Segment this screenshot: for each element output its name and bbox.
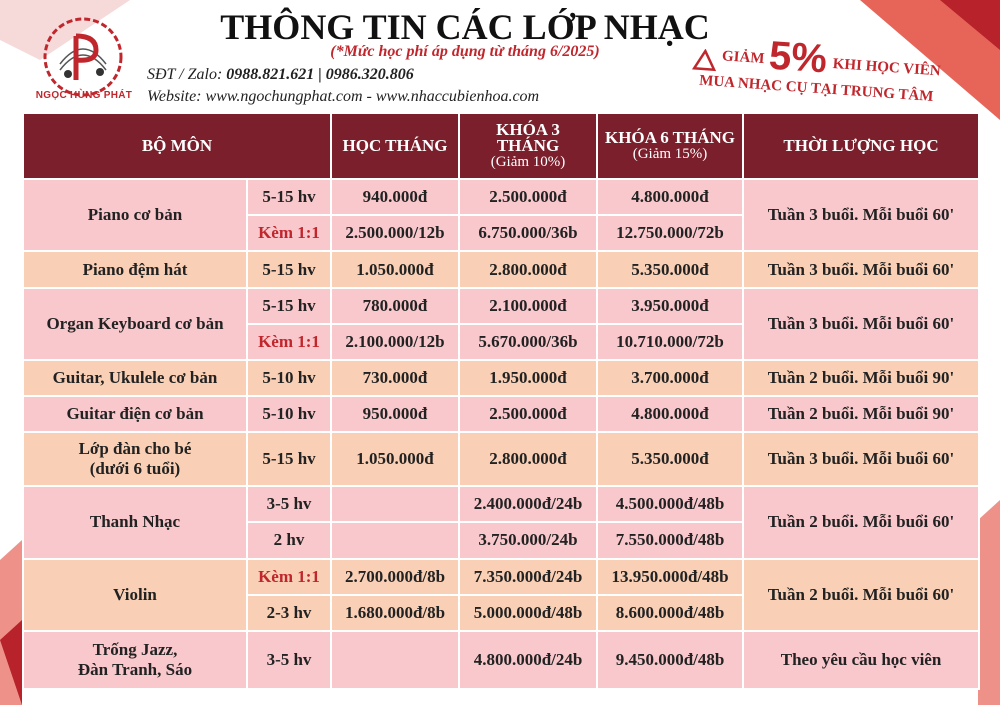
duration-cell: Tuần 2 buổi. Mỗi buổi 60': [743, 559, 979, 631]
monthly-cell: 2.100.000/12b: [331, 324, 459, 360]
k6-cell: 4.800.000đ: [597, 179, 743, 215]
k6-cell: 10.710.000/72b: [597, 324, 743, 360]
monthly-cell: 940.000đ: [331, 179, 459, 215]
k3-cell: 1.950.000đ: [459, 360, 597, 396]
group-cell: 3-5 hv: [247, 486, 331, 522]
k3-cell: 2.500.000đ: [459, 396, 597, 432]
table-row: [23, 396, 979, 432]
table-row: [23, 179, 979, 215]
header-3-month: [459, 113, 597, 179]
promo-line-2: MUA NHẠC CỤ TẠI TRUNG TÂM: [698, 72, 934, 106]
k3-cell: 2.500.000đ: [459, 179, 597, 215]
logo-icon: [40, 14, 126, 100]
k3-cell: 3.750.000/24b: [459, 522, 597, 558]
duration-cell: Tuần 3 buổi. Mỗi buổi 60': [743, 288, 979, 360]
k3-cell: 5.000.000đ/48b: [459, 595, 597, 631]
k3-cell: 2.800.000đ: [459, 432, 597, 486]
subject-line-2: Đàn Tranh, Sáo: [77, 659, 193, 679]
phone-numbers: 0988.821.621 | 0986.320.806: [226, 66, 414, 83]
monthly-cell: 2.500.000/12b: [331, 215, 459, 251]
page-title: THÔNG TIN CÁC LỚP NHẠC: [220, 7, 710, 47]
group-cell: 3-5 hv: [247, 631, 331, 689]
promo-percent: 5%: [767, 33, 829, 82]
subject-cell: Piano cơ bản: [23, 179, 247, 251]
duration-cell: Tuần 3 buổi. Mỗi buổi 60': [743, 432, 979, 486]
promo-banner: [686, 32, 980, 118]
header-monthly: HỌC THÁNG: [331, 113, 459, 179]
group-cell: Kèm 1:1: [247, 559, 331, 595]
subject-cell: [23, 432, 247, 486]
k6-cell: 3.700.000đ: [597, 360, 743, 396]
group-cell: 2 hv: [247, 522, 331, 558]
warning-triangle-icon: [692, 48, 717, 72]
k6-cell: 13.950.000đ/48b: [597, 559, 743, 595]
monthly-cell: [331, 486, 459, 522]
monthly-cell: 780.000đ: [331, 288, 459, 324]
k6-cell: 3.950.000đ: [597, 288, 743, 324]
duration-cell: Theo yêu cầu học viên: [743, 631, 979, 689]
monthly-cell: 1.050.000đ: [331, 432, 459, 486]
k6-cell: 4.500.000đ/48b: [597, 486, 743, 522]
k3-cell: 5.670.000/36b: [459, 324, 597, 360]
group-cell: 2-3 hv: [247, 595, 331, 631]
duration-cell: Tuần 3 buổi. Mỗi buổi 60': [743, 251, 979, 287]
header-6-month: [597, 113, 743, 179]
subject-line-1: Lớp đàn cho bé: [78, 439, 192, 459]
monthly-cell: [331, 631, 459, 689]
subject-cell: [23, 631, 247, 689]
header-6-month-line1: KHÓA 6 THÁNG: [604, 128, 736, 148]
logo-text: NGỌC HÙNG PHÁT: [35, 90, 133, 101]
header-3-month-line1: KHÓA 3: [496, 120, 560, 140]
duration-cell: Tuần 2 buổi. Mỗi buổi 90': [743, 396, 979, 432]
subject-cell: Piano đệm hát: [23, 251, 247, 287]
k3-cell: 4.800.000đ/24b: [459, 631, 597, 689]
monthly-cell: 1.680.000đ/8b: [331, 595, 459, 631]
table-header-row: [23, 113, 979, 179]
phone-label: SĐT / Zalo:: [147, 66, 223, 83]
subject-cell: Thanh Nhạc: [23, 486, 247, 558]
promo-line-1: KHI HỌC VIÊN: [832, 55, 942, 80]
subject-cell: Guitar, Ukulele cơ bản: [23, 360, 247, 396]
subject-cell: Violin: [23, 559, 247, 631]
table-row: [23, 559, 979, 595]
k6-cell: 5.350.000đ: [597, 432, 743, 486]
group-cell: 5-15 hv: [247, 251, 331, 287]
header-3-month-discount: (Giảm 10%): [490, 154, 566, 171]
table-row: [23, 288, 979, 324]
k6-cell: 9.450.000đ/48b: [597, 631, 743, 689]
k3-cell: 2.800.000đ: [459, 251, 597, 287]
table-row: [23, 486, 979, 522]
group-cell: 5-15 hv: [247, 288, 331, 324]
class-fee-table: [22, 112, 980, 690]
duration-cell: Tuần 2 buổi. Mỗi buổi 90': [743, 360, 979, 396]
header-3-month-line2: THÁNG: [496, 136, 560, 156]
monthly-cell: 1.050.000đ: [331, 251, 459, 287]
subject-line-2: (dưới 6 tuổi): [89, 459, 181, 479]
promo-discount-label: GIẢM: [721, 48, 765, 68]
k6-cell: 5.350.000đ: [597, 251, 743, 287]
group-cell: Kèm 1:1: [247, 324, 331, 360]
website-line: [147, 88, 539, 106]
subject-line-1: Trống Jazz,: [92, 639, 178, 659]
website-links: www.ngochungphat.com - www.nhaccubienhoa.com: [205, 88, 540, 105]
group-cell: 5-10 hv: [247, 360, 331, 396]
header-duration: THỜI LƯỢNG HỌC: [743, 113, 979, 179]
k6-cell: 8.600.000đ/48b: [597, 595, 743, 631]
k6-cell: 7.550.000đ/48b: [597, 522, 743, 558]
group-cell: 5-15 hv: [247, 179, 331, 215]
table-row: [23, 631, 979, 689]
website-label: Website:: [147, 88, 202, 105]
group-cell: 5-10 hv: [247, 396, 331, 432]
k3-cell: 2.400.000đ/24b: [459, 486, 597, 522]
monthly-cell: 2.700.000đ/8b: [331, 559, 459, 595]
monthly-cell: 950.000đ: [331, 396, 459, 432]
phone-line: [147, 66, 414, 84]
k3-cell: 6.750.000/36b: [459, 215, 597, 251]
k6-cell: 12.750.000/72b: [597, 215, 743, 251]
page-subtitle: (*Mức học phí áp dụng từ tháng 6/2025): [330, 43, 600, 60]
duration-cell: Tuần 3 buổi. Mỗi buổi 60': [743, 179, 979, 251]
table-row: [23, 360, 979, 396]
page-header: [0, 0, 1000, 112]
k3-cell: 2.100.000đ: [459, 288, 597, 324]
group-cell: Kèm 1:1: [247, 215, 331, 251]
subject-cell: Guitar điện cơ bản: [23, 396, 247, 432]
monthly-cell: 730.000đ: [331, 360, 459, 396]
k3-cell: 7.350.000đ/24b: [459, 559, 597, 595]
subject-cell: Organ Keyboard cơ bản: [23, 288, 247, 360]
k6-cell: 4.800.000đ: [597, 396, 743, 432]
duration-cell: Tuần 2 buổi. Mỗi buổi 60': [743, 486, 979, 558]
table-row: [23, 251, 979, 287]
table-row: [23, 432, 979, 486]
group-cell: 5-15 hv: [247, 432, 331, 486]
monthly-cell: [331, 522, 459, 558]
header-6-month-discount: (Giảm 15%): [632, 146, 708, 163]
header-subject: BỘ MÔN: [23, 113, 331, 179]
